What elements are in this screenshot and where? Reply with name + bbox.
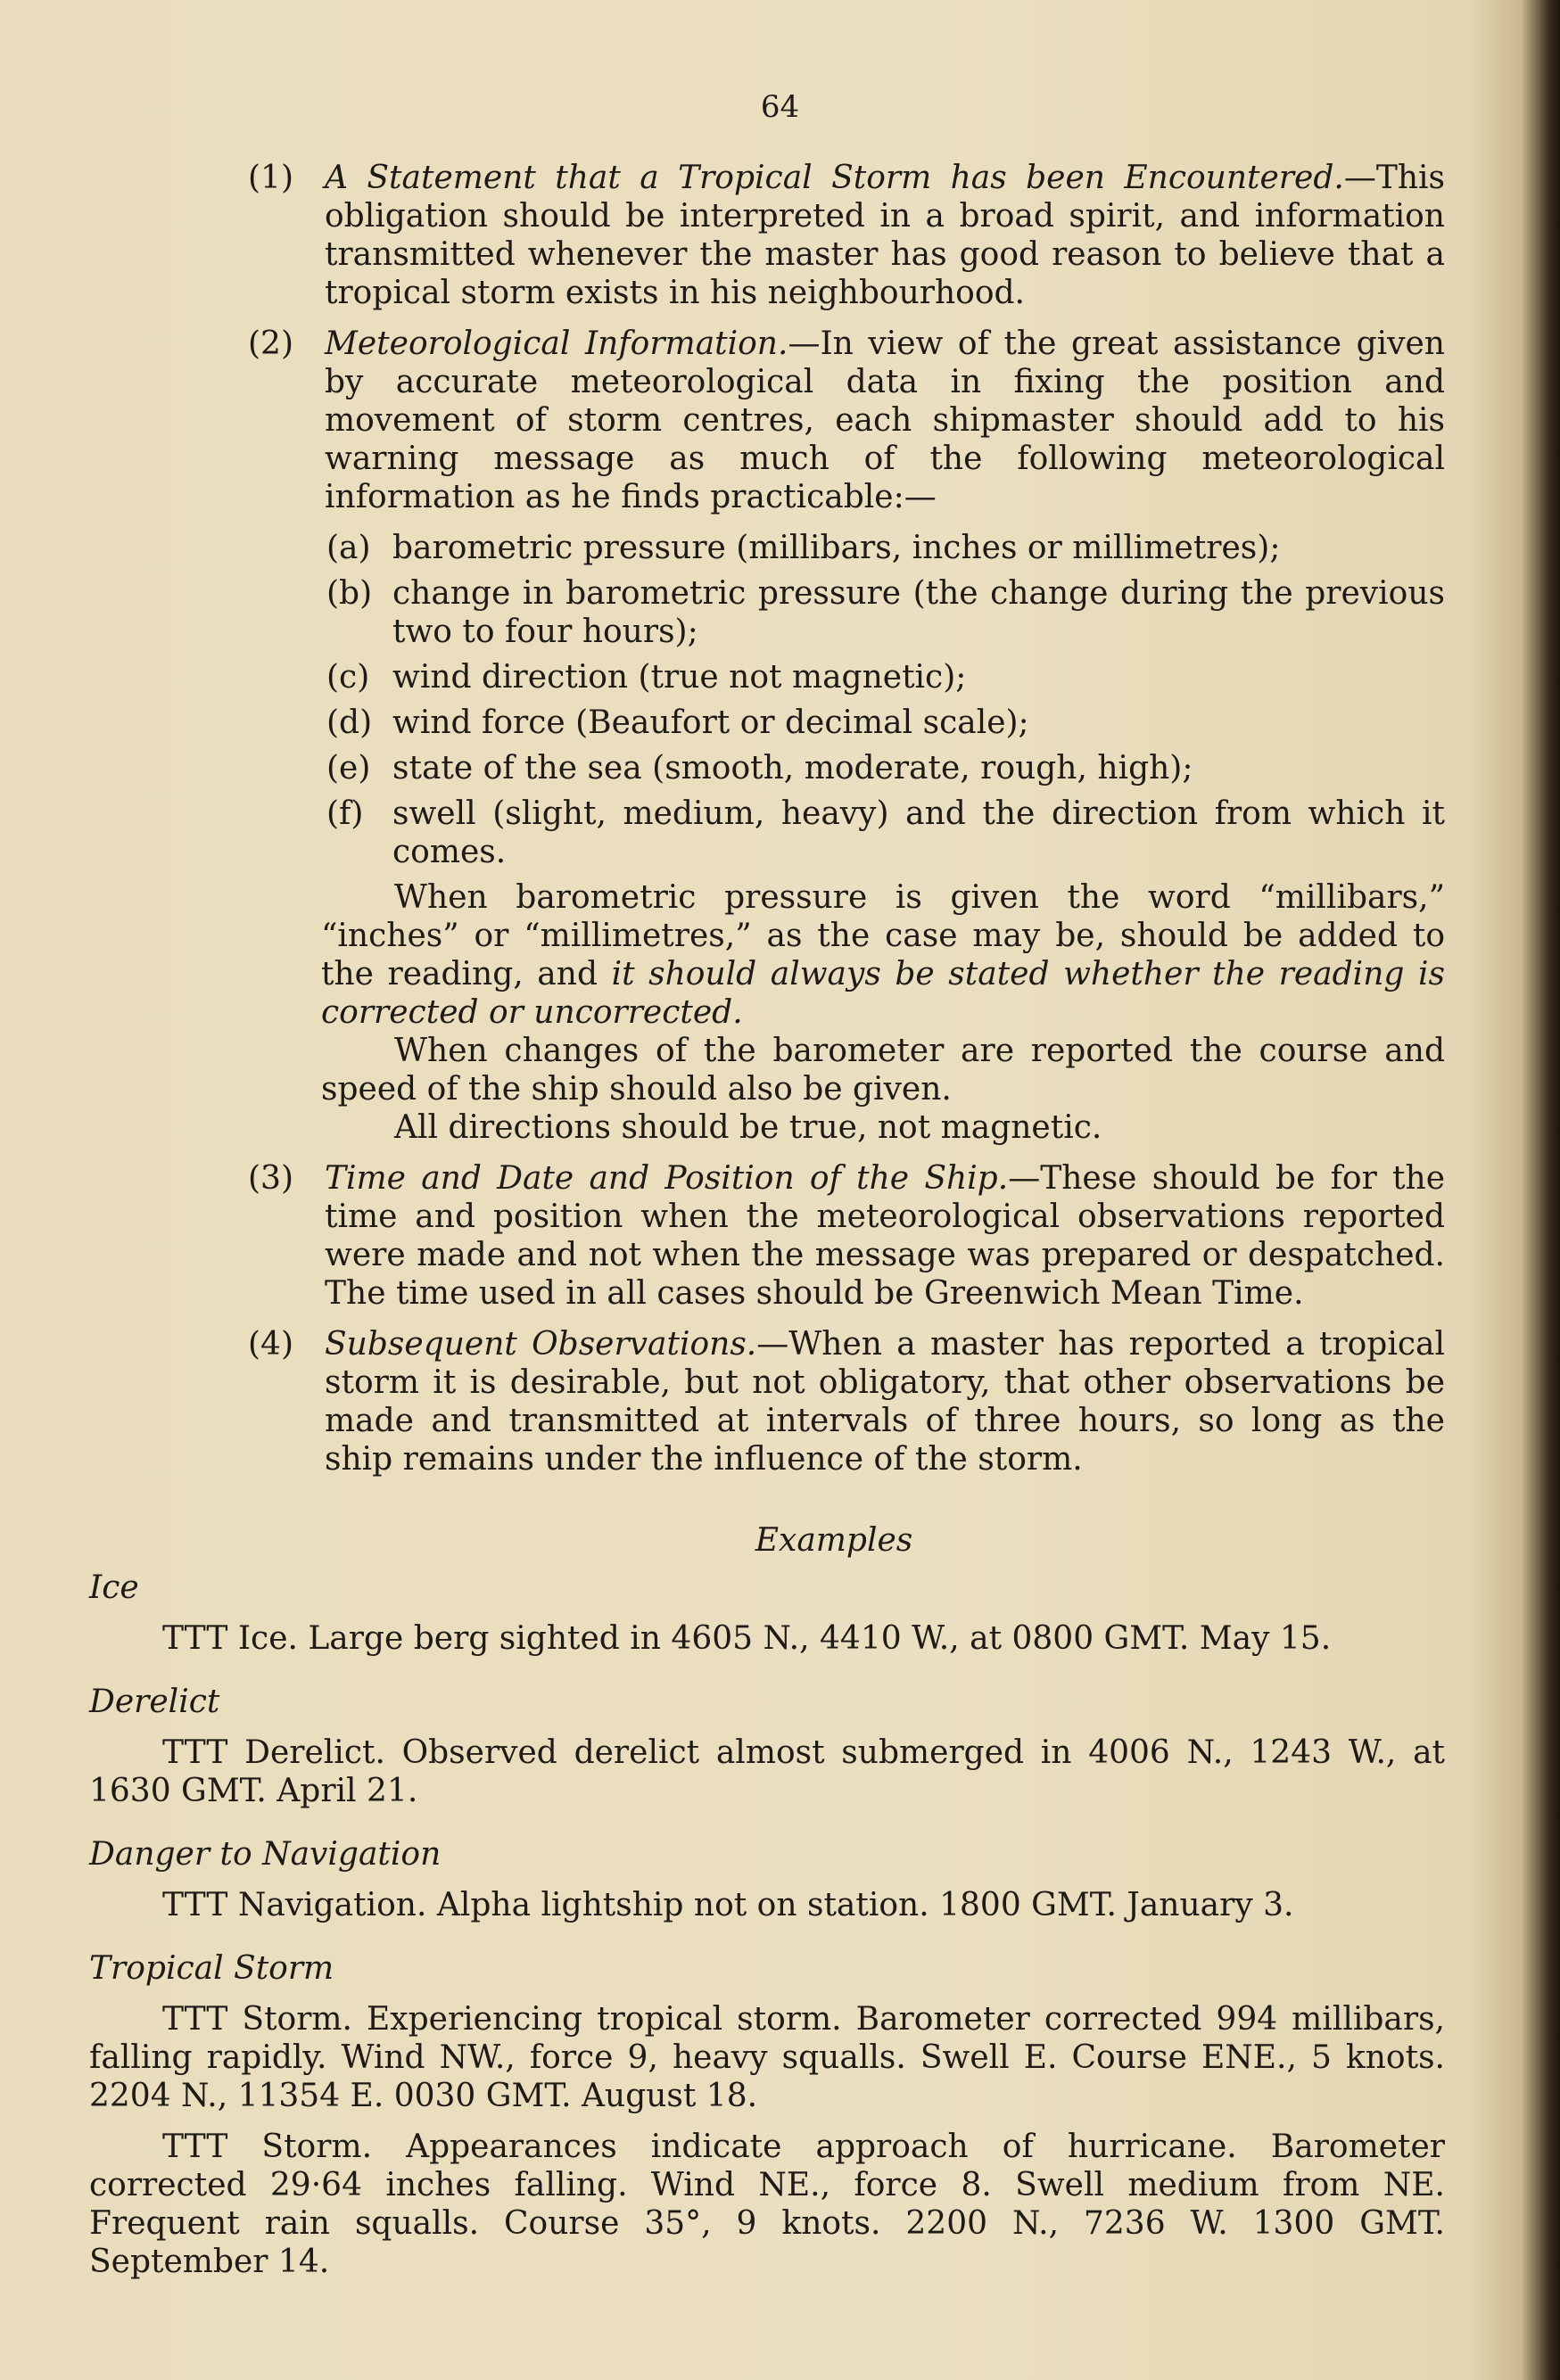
item-text: —When a master has reported a tropical storm it is desirable, but not obligatory, that other observations be made and transmitted at intervals of three hours, so long as the ship remains under the influence of the storm. [325,1326,1445,1478]
sub-item-label: (f) [326,795,364,832]
sub-item-d [89,704,1445,742]
paragraph-text: When barometric pressure is given the word “millibars,” “inches” or “millimetres,” as the case may be, should be added to the reading, and [321,879,1445,992]
sub-item-text: swell (slight, medium, heavy) and the direction from which it comes. [392,795,1445,870]
item-text: —In view of the great assistance given by accurate meteorological data in fixing the position and movement of storm centres, each shipmaster should add to his warning message as much of the following meteorological information as he finds practicable:— [325,325,1445,515]
item-title: Subsequent Observations. [325,1326,757,1363]
example-text-danger: TTT Navigation. Alpha lightship not on station. 1800 GMT. January 3. [162,1887,1294,1923]
page-content [89,159,1445,2294]
item-title: Meteorological Information. [325,325,788,362]
sub-item-label: (b) [326,575,373,612]
sub-item-label: (e) [326,750,371,786]
example-text-storm-1: TTT Storm. Experiencing tropical storm. Barometer corrected 994 millibars, falling rapidly. Wind NW., force 9, heavy squalls. Swell E. Course ENE., 5 knots. 2204 N., 11354 E. 0030 GMT. August 18. [89,2001,1445,2114]
sub-item-text: wind force (Beaufort or decimal scale); [392,704,1029,741]
examples-heading: Examples [755,1522,913,1559]
sub-item-b [89,574,1445,651]
sub-item-a [89,529,1445,567]
sub-item-label: (d) [326,704,373,741]
item-1 [89,159,1445,312]
page-number: 64 [760,89,800,125]
example-heading-tropical-storm: Tropical Storm [89,1950,334,1987]
example-heading-derelict: Derelict [89,1684,220,1720]
item-number: (2) [248,325,293,362]
item-number: (3) [248,1160,293,1197]
example-heading-ice: Ice [89,1569,139,1606]
item-3 [89,1159,1445,1313]
sub-item-label: (a) [326,530,371,566]
item-title: Time and Date and Position of the Ship. [325,1160,1009,1197]
paragraph-barometric-units [89,878,1445,1032]
example-heading-danger: Danger to Navigation [89,1836,442,1873]
sub-item-text: change in barometric pressure (the change during the previous two to four hours); [392,575,1445,650]
sub-item-text: state of the sea (smooth, moderate, rough, high); [392,750,1193,786]
item-4 [89,1325,1445,1478]
example-text-derelict: TTT Derelict. Observed derelict almost submerged in 4006 N., 1243 W., at 1630 GMT. April 21. [89,1734,1445,1809]
sub-item-text: barometric pressure (millibars, inches or millimetres); [392,530,1281,566]
item-title: A Statement that a Tropical Storm has been Encountered. [325,160,1344,196]
sub-item-e [89,749,1445,787]
example-text-ice: TTT Ice. Large berg sighted in 4605 N., 4410 W., at 0800 GMT. May 15. [162,1620,1332,1657]
sub-item-text: wind direction (true not magnetic); [392,659,967,696]
sub-item-c [89,658,1445,696]
sub-item-label: (c) [326,659,370,696]
paragraph-emphasis: it should always be stated whether the reading is corrected or uncorrected. [321,956,1445,1031]
paragraph-barometer-changes: When changes of the barometer are reported the course and speed of the ship should also be given. [321,1033,1445,1108]
item-text: —These should be for the time and position when the meteorological observations reported were made and not when the message was prepared or despatched. The time used in all cases should be Greenwich Mean Time. [325,1160,1446,1312]
item-number: (1) [248,160,293,196]
item-2 [89,325,1445,516]
example-text-storm-2: TTT Storm. Appearances indicate approach of hurricane. Barometer corrected 29·64 inches falling. Wind NE., force 8. Swell medium from NE. Frequent rain squalls. Course 35°, 9 knots. 2200 N., 7236 W. 1300 GMT. September 14. [89,2129,1445,2280]
item-number: (4) [248,1326,293,1363]
item-text: —This obligation should be interpreted in a broad spirit, and information transmitted whenever the master has good reason to believe that a tropical storm exists in his neighbourhood. [325,160,1445,311]
sub-item-f [89,795,1445,871]
paragraph-directions: All directions should be true, not magnetic. [394,1109,1102,1146]
